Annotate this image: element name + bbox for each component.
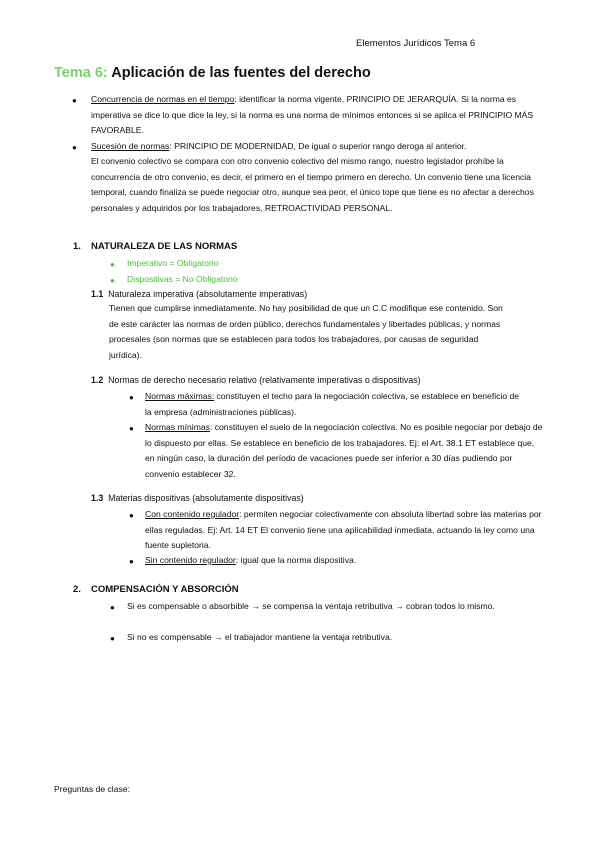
subsection-title: Normas de derecho necesario relativo (relativamente imperativas o dispositivas)	[108, 375, 421, 385]
intro-text: : identificar la norma vigente, PRINCIPIO DE JERARQUÍA. Si la norma es imperativa se dice lo que dice la ley, si la norma es una norma de mínimos entonces si se aplica el PRINCIPIO MÁS FAVORABLE.	[91, 94, 534, 135]
item-label: Normas mínimas	[145, 422, 210, 432]
bullet-icon: ●	[129, 557, 134, 566]
green-item-dispositivas: Dispositivas = No Obligatorio	[127, 274, 238, 284]
intro-label: Sucesión de normas	[91, 141, 170, 151]
item-label: Con contenido regulador	[145, 509, 240, 519]
subsection-number: 1.1	[91, 289, 104, 299]
item-label: Sin contenido regulador	[145, 555, 236, 565]
bullet-icon: ●	[110, 260, 115, 269]
subsection-title: Naturaleza imperativa (absolutamente imperativas)	[108, 289, 308, 299]
bullet-icon: ●	[110, 276, 115, 285]
subsection-1-1-body: Tienen que cumplirse inmediatamente. No hay posibilidad de que un C.C modifique ese contenido. Son de este carácter las normas de orden público, derechos fundamentales y libertades públicas, y normas procesales (son normas que se establecen para todos los trabajadores, por causas de seguridad jurídica).	[109, 303, 503, 360]
section-1-title: NATURALEZA DE LAS NORMAS	[91, 241, 238, 252]
section-2-title: COMPENSACIÓN Y ABSORCIÓN	[91, 584, 239, 595]
subsection-title: Materias dispositivas (absolutamente dispositivas)	[108, 493, 304, 503]
list-item-normas-minimas	[145, 420, 545, 482]
bullet-icon: ●	[110, 634, 115, 643]
bullet-icon: ●	[72, 143, 77, 152]
intro-label: Concurrencia de normas en el tiempo	[91, 94, 235, 104]
subsection-1-1-heading	[91, 289, 307, 299]
item-text: constituyen el techo para la negociación colectiva, se establece en beneficio de la empresa (administraciones públicas).	[145, 391, 520, 417]
list-item-con-contenido	[145, 507, 547, 554]
bullet-icon: ●	[129, 424, 134, 433]
intro-item-sucesion	[91, 139, 546, 155]
footer-text: Preguntas de clase:	[54, 784, 130, 794]
green-item-imperativo: Imperativo = Obligatorio	[127, 258, 219, 268]
subsection-1-2-heading	[91, 375, 421, 385]
bullet-icon: ●	[129, 393, 134, 402]
subsection-1-3-heading	[91, 493, 304, 503]
intro-item-concurrencia	[91, 92, 546, 139]
section-2-number: 2.	[73, 584, 81, 595]
section-1-number: 1.	[73, 241, 81, 252]
list-item-normas-maximas	[145, 389, 525, 420]
bullet-icon: ●	[72, 96, 77, 105]
page-header: Elementos Jurídicos Tema 6	[356, 38, 476, 49]
bullet-icon: ●	[110, 603, 115, 612]
title-text: Aplicación de las fuentes del derecho	[111, 65, 371, 81]
bullet-icon: ●	[129, 511, 134, 520]
subsection-number: 1.2	[91, 375, 104, 385]
item-text: : igual que la norma dispositiva.	[235, 555, 357, 565]
subsection-number: 1.3	[91, 493, 104, 503]
item-text: : permiten negociar colectivamente con absoluta libertad sobre las materias por ellas reguladas. Ej: Art. 14 ET El convenio tiene una aplicabilidad inmediata, actuando la ley como una fuente supletoria.	[145, 509, 542, 550]
list-item-no-compensable: Si no es compensable → el trabajador mantiene la ventaja retributiva.	[127, 632, 393, 642]
list-item-compensable: Si es compensable o absorbible → se compensa la ventaja retributiva → cobran todos lo mismo.	[127, 601, 495, 611]
page-title	[54, 65, 371, 81]
item-text: : constituyen el suelo de la negociación colectiva. No es posible negociar por debajo de lo dispuesto por ellas. Se establece en beneficio de los trabajadores. Ej: el Art. 38.1 ET establece que, en ningún caso, la duración del período de vacaciones puede ser inferior a 30 días pudiendo por convenio establecer 32.	[145, 422, 543, 479]
intro-continuation: El convenio colectivo se compara con otro convenio colectivo del mismo rango, nuestro legislador prohíbe la concurrencia de otro convenio, es decir, el primero en el tiempo primero en derecho. Un convenio tiene una licencia temporal, cuando finaliza se puede negociar otro, aunque sea peor, el único tope que tiene es no afectar a derechos personales y adquiridos por los trabajadores, RETROACTIVIDAD PERSONAL.	[91, 156, 534, 213]
item-label: Normas máximas:	[145, 391, 215, 401]
intro-text: : PRINCIPIO DE MODERNIDAD, De igual o superior rango deroga al anterior.	[169, 141, 467, 151]
list-item-sin-contenido	[145, 553, 545, 569]
title-number: Tema 6:	[54, 65, 108, 81]
